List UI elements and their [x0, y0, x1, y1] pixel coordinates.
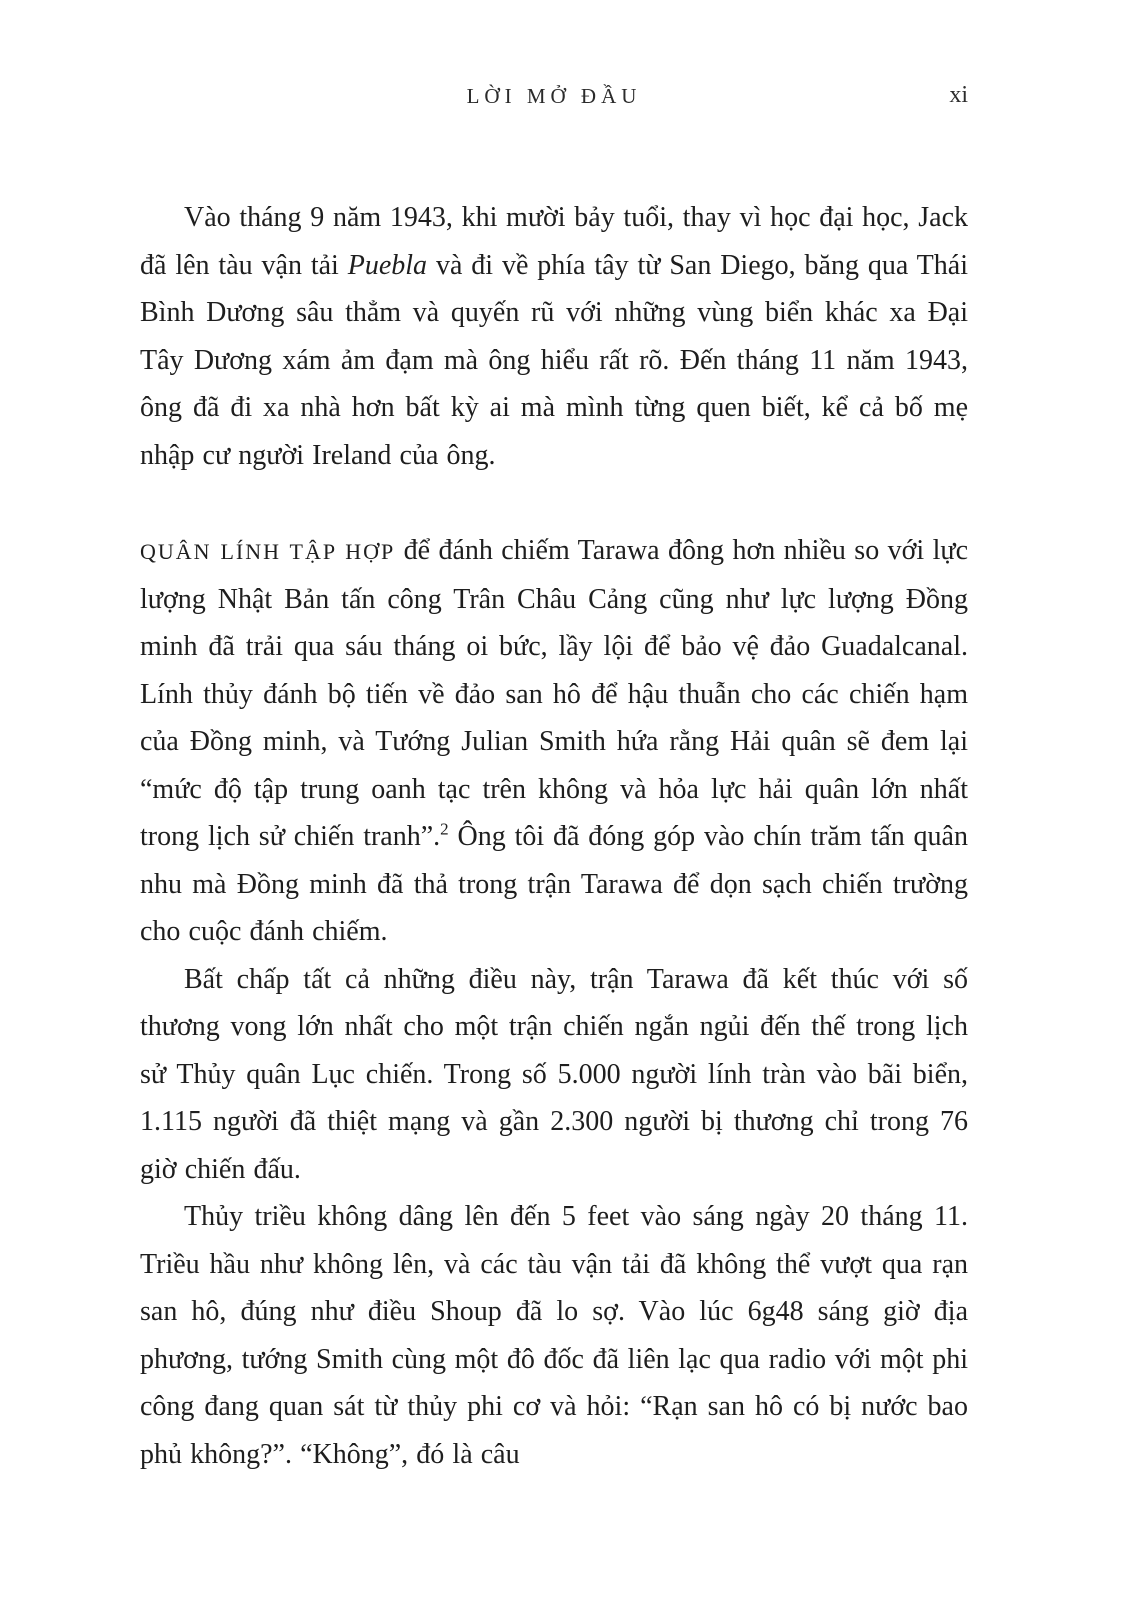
running-header-title: LỜI MỞ ĐẦU — [466, 84, 642, 108]
paragraph-tide — [140, 1193, 968, 1478]
text-run: Vào tháng 9 năm 1943, khi mười bảy tuổi, thay vì học đại học, Jack đã lên tàu vận tải — [140, 202, 968, 281]
paragraph-casualties — [140, 956, 968, 1194]
body-text — [140, 194, 968, 1478]
section-lead-smallcaps: QUÂN LÍNH TẬP HỢP — [140, 539, 396, 564]
text-run: Thủy triều không dâng lên đến 5 feet vào sáng ngày 20 tháng 11. Triều hầu như không lên, và các tàu vận tải đã không thể vượt qua rạn san hô, đúng như điều Shoup đã lo sợ. Vào lúc 6g48 sáng giờ địa phương, tướng Smith cùng một đô đốc đã liên lạc qua radio với một phi công đang quan sát từ thủy phi cơ và hỏi: “Rạn san hô có bị nước bao phủ không?”. “Không”, đó là câu — [140, 1201, 968, 1470]
text-run: Ông tôi đã đóng góp vào chín trăm tấn quân nhu mà Đồng minh đã thả trong trận Tarawa để dọn sạch chiến trường cho cuộc đánh chiếm. — [140, 821, 968, 947]
page-header — [140, 84, 968, 118]
text-run: Bất chấp tất cả những điều này, trận Tarawa đã kết thúc với số thương vong lớn nhất cho một trận chiến ngắn ngủi đến thế trong lịch sử Thủy quân Lục chiến. Trong số 5.000 người lính tràn vào bãi biển, 1.115 người đã thiệt mạng và gần 2.300 người bị thương chỉ trong 76 giờ chiến đấu. — [140, 963, 968, 1185]
text-run: để đánh chiếm Tarawa đông hơn nhiều so với lực lượng Nhật Bản tấn công Trân Châu Cảng cũng như lực lượng Đồng minh đã trải qua sáu tháng oi bức, lầy lội để bảo vệ đảo Guadalcanal. Lính thủy đánh bộ tiến về đảo san hô để hậu thuẫn cho các chiến hạm của Đồng minh, và Tướng Julian Smith hứa rằng Hải quân sẽ đem lại “mức độ tập trung oanh tạc trên không và hỏa lực hải quân lớn nhất trong lịch sử chiến tranh”. — [140, 535, 968, 852]
page-number: xi — [949, 82, 968, 108]
paragraph-opening — [140, 194, 968, 479]
paragraph-section-tarawa — [140, 527, 968, 956]
ship-name-italic: Puebla — [347, 249, 428, 281]
footnote-reference: 2 — [440, 819, 449, 839]
text-run: và đi về phía tây từ San Diego, băng qua Thái Bình Dương sâu thẳm và quyến rũ với những vùng biển khác xa Đại Tây Dương xám ảm đạm mà ông hiểu rất rõ. Đến tháng 11 năm 1943, ông đã đi xa nhà hơn bất kỳ ai mà mình từng quen biết, kể cả bố mẹ nhập cư người Ireland của ông. — [140, 249, 968, 471]
